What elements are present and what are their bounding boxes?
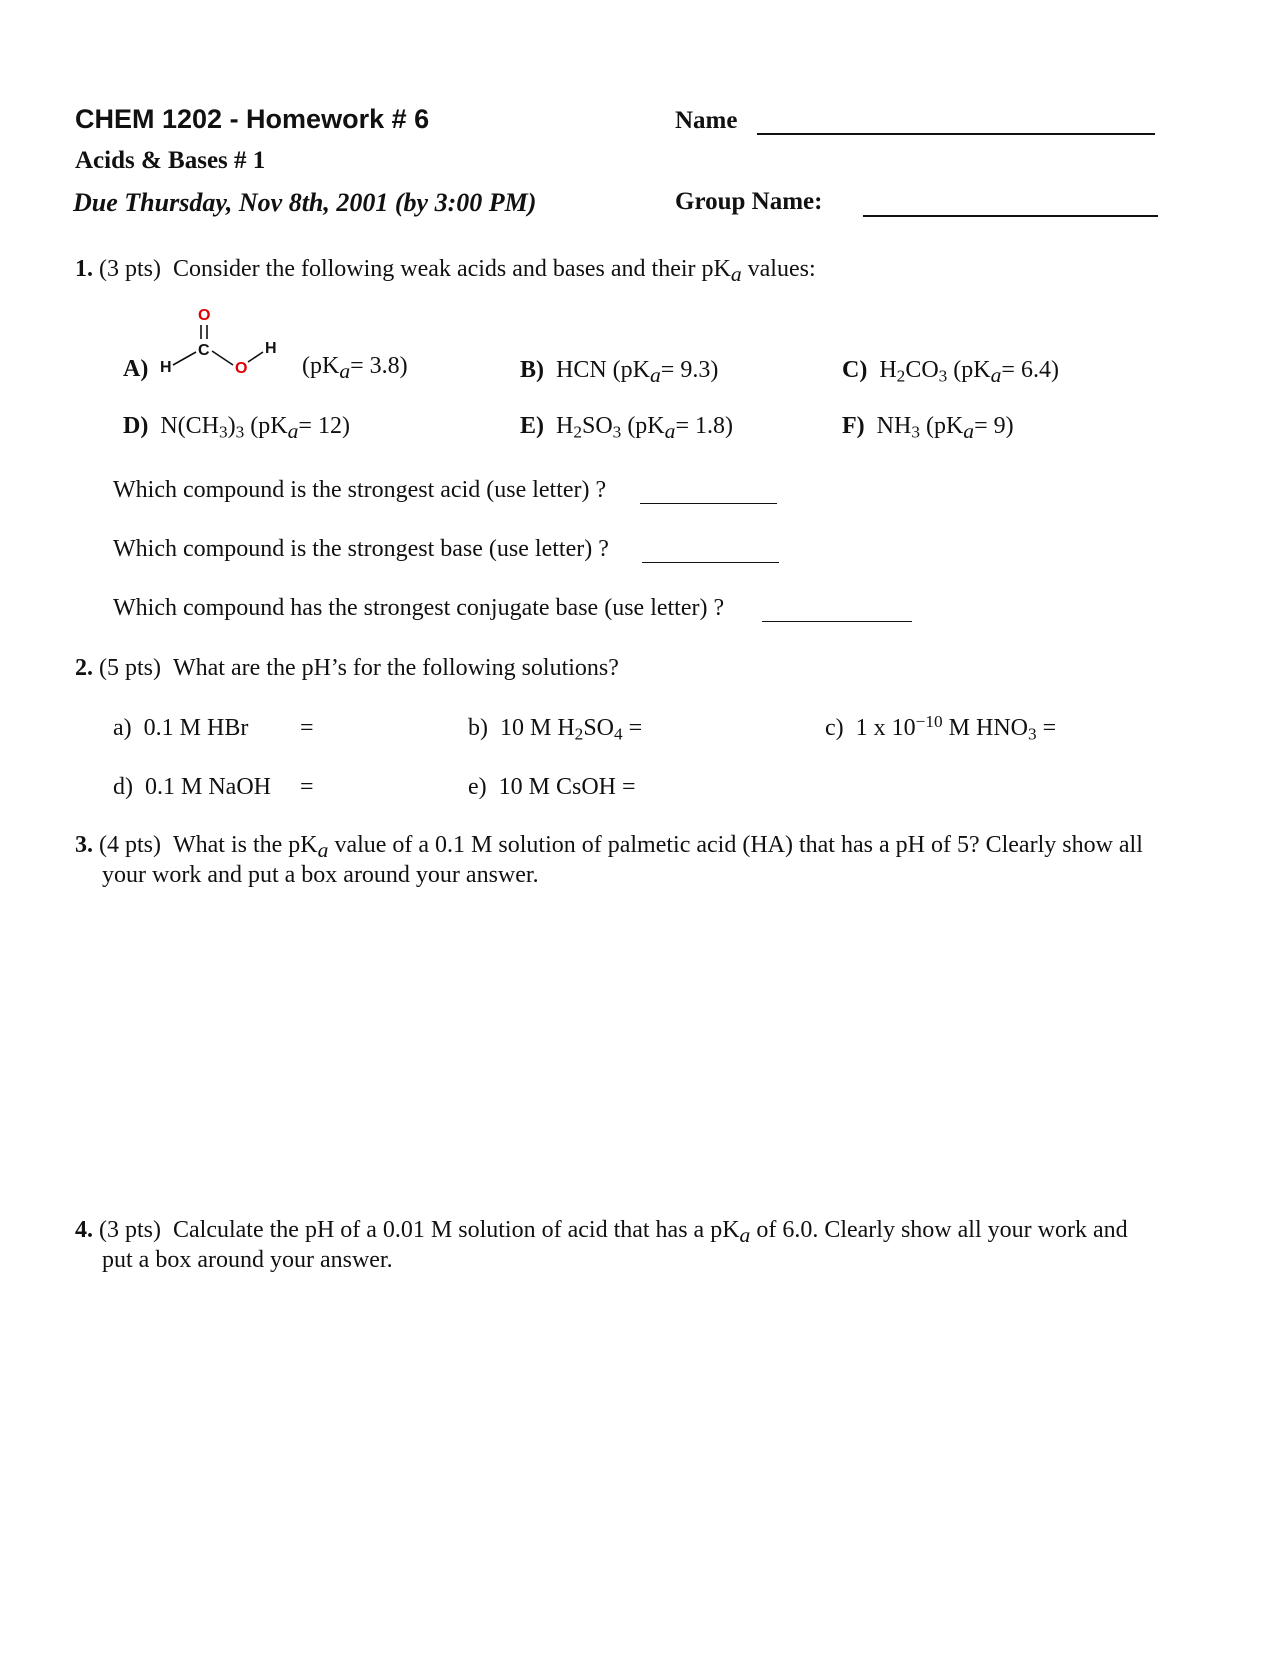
q2-item-a-equals: = bbox=[300, 715, 314, 741]
structure-atom-c: C bbox=[198, 342, 210, 359]
item-c: C) $H_2CO_3$ (pKa= 6.4) bbox=[842, 357, 1059, 388]
question-1-prompt bbox=[75, 256, 816, 287]
question-3-line-2: your work and put a box around your answer. bbox=[102, 862, 539, 888]
question-2-prompt: 2. (5 pts) What are the pH’s for the following solutions? bbox=[75, 655, 619, 681]
q2-item-d: d) 0.1 M NaOH bbox=[113, 774, 271, 800]
q2-item-b: b) 10 M $H_2SO_4$ = bbox=[468, 715, 643, 744]
item-a-letter: A) bbox=[123, 356, 149, 382]
q2-item-e: e) 10 M CsOH = bbox=[468, 774, 636, 800]
item-a-pka: (pKa= 3.8) bbox=[302, 353, 408, 384]
item-b: B) HCN (pKa= 9.3) bbox=[520, 357, 719, 388]
q2-item-a: a) 0.1 M HBr bbox=[113, 715, 249, 741]
ka-subscript: a bbox=[730, 262, 742, 287]
question-1-text: Consider the following weak acids and bases and their pK bbox=[173, 256, 731, 282]
structure-atom-h: H bbox=[160, 359, 172, 375]
name-field[interactable] bbox=[757, 133, 1155, 135]
course-title: CHEM 1202 - Homework # 6 bbox=[75, 104, 430, 134]
question-1-number: 1. bbox=[75, 256, 93, 282]
question-1-points: (3 pts) bbox=[99, 256, 161, 282]
q2-item-c: c) 1 x $10^{-10}$ M $HNO_3$ = bbox=[825, 712, 1057, 744]
item-f: F) $NH_3$ (pKa= 9) bbox=[842, 413, 1014, 444]
question-3-line-1: 3. (4 pts) What is the pKa value of a 0.1 M solution of palmetic acid (HA) that has a pH of 5? Clearly show all bbox=[75, 832, 1143, 863]
formic-acid-structure bbox=[150, 305, 290, 375]
q1-strongest-base-answer[interactable] bbox=[642, 562, 779, 563]
q1-strongest-acid-answer[interactable] bbox=[640, 503, 777, 504]
item-d: D) $N(CH_3)_3$ (pKa= 12) bbox=[123, 413, 350, 444]
q1-conjugate-base-answer[interactable] bbox=[762, 621, 912, 622]
question-4-line-2: put a box around your answer. bbox=[102, 1247, 393, 1273]
q2-item-d-equals: = bbox=[300, 774, 314, 800]
structure-atom-o-top: O bbox=[198, 307, 211, 324]
group-name-label: Group Name: bbox=[675, 188, 823, 215]
q1-conjugate-base-question: Which compound has the strongest conjugate base (use letter) ? bbox=[113, 595, 725, 621]
page-subtitle: Acids & Bases # 1 bbox=[75, 147, 266, 174]
structure-atom-h2: H bbox=[265, 340, 277, 357]
due-date: Due Thursday, Nov 8th, 2001 (by 3:00 PM) bbox=[73, 188, 537, 217]
question-4-line-1: 4. (3 pts) Calculate the pH of a 0.01 M solution of acid that has a pKa of 6.0. Clearly show all your work and bbox=[75, 1217, 1128, 1248]
structure-atom-o: O bbox=[235, 360, 248, 375]
name-label: Name bbox=[675, 107, 738, 134]
question-1-text-end: values: bbox=[747, 256, 816, 282]
q1-strongest-acid-question: Which compound is the strongest acid (use letter) ? bbox=[113, 477, 607, 503]
q1-strongest-base-question: Which compound is the strongest base (use letter) ? bbox=[113, 536, 609, 562]
group-name-field[interactable] bbox=[863, 215, 1158, 217]
item-e: E) $H_2SO_3$ (pKa= 1.8) bbox=[520, 413, 733, 444]
